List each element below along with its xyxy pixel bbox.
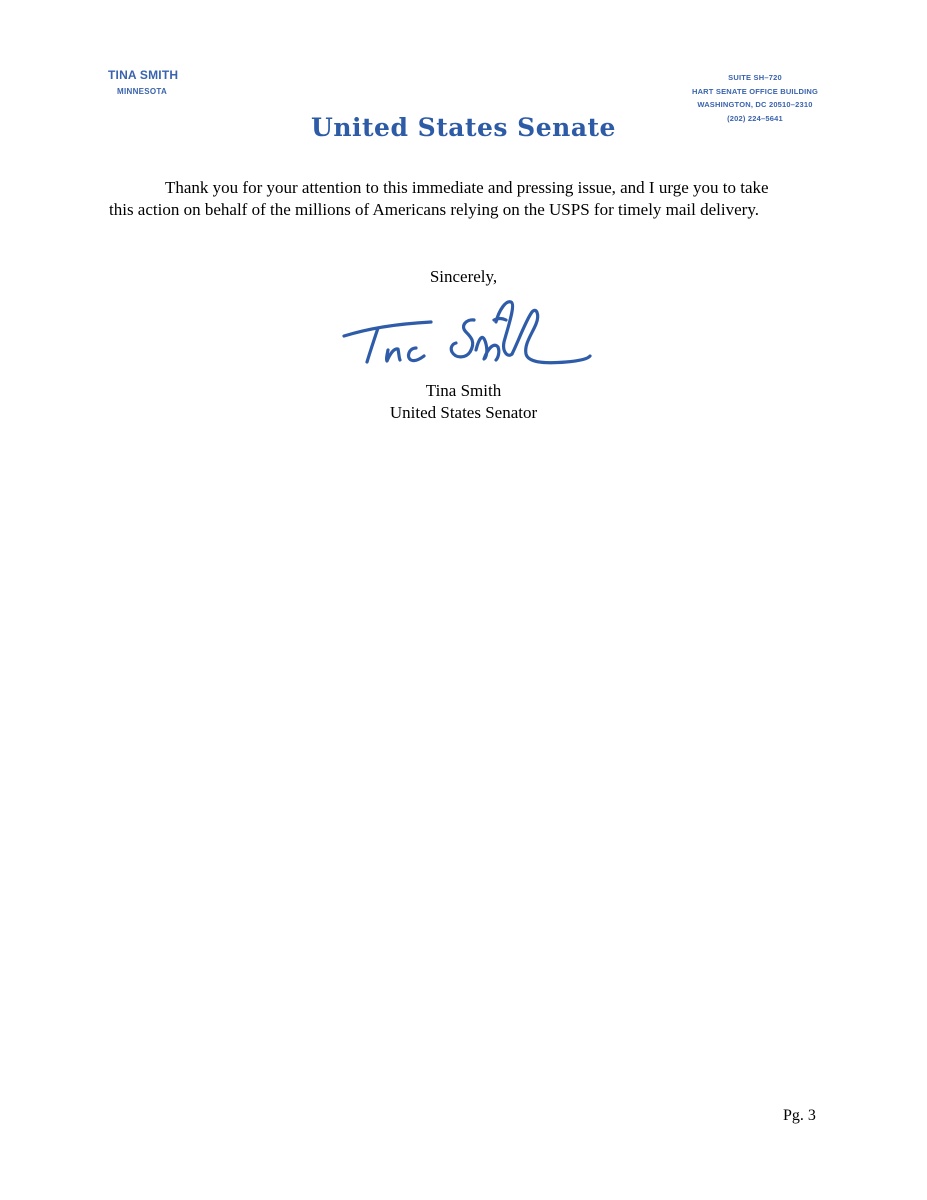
body-line-2: this action on behalf of the millions of Americans relying on the USPS for timely mail delivery. (109, 200, 759, 219)
signer-title: United States Senator (389, 403, 538, 422)
handwritten-signature (336, 292, 596, 372)
address-line-building: HART SENATE OFFICE BUILDING (691, 86, 819, 96)
senator-name: TINA SMITH (108, 68, 179, 82)
letterhead-left (108, 68, 178, 96)
address-line-suite: SUITE SH–720 (728, 73, 782, 82)
senator-state: MINNESOTA (117, 87, 168, 96)
address-line-phone: (202) 224–5641 (727, 113, 783, 123)
closing-salutation: Sincerely, (429, 267, 498, 286)
letter-body (109, 177, 819, 221)
signature-block (0, 380, 927, 424)
signer-name: Tina Smith (425, 381, 502, 400)
senate-wordmark: United States Senate (311, 113, 616, 142)
address-line-city: WASHINGTON, DC 20510–2310 (697, 100, 813, 109)
body-line-1: Thank you for your attention to this immediate and pressing issue, and I urge you to take (165, 178, 769, 197)
page-number: Pg. 3 (783, 1107, 816, 1124)
